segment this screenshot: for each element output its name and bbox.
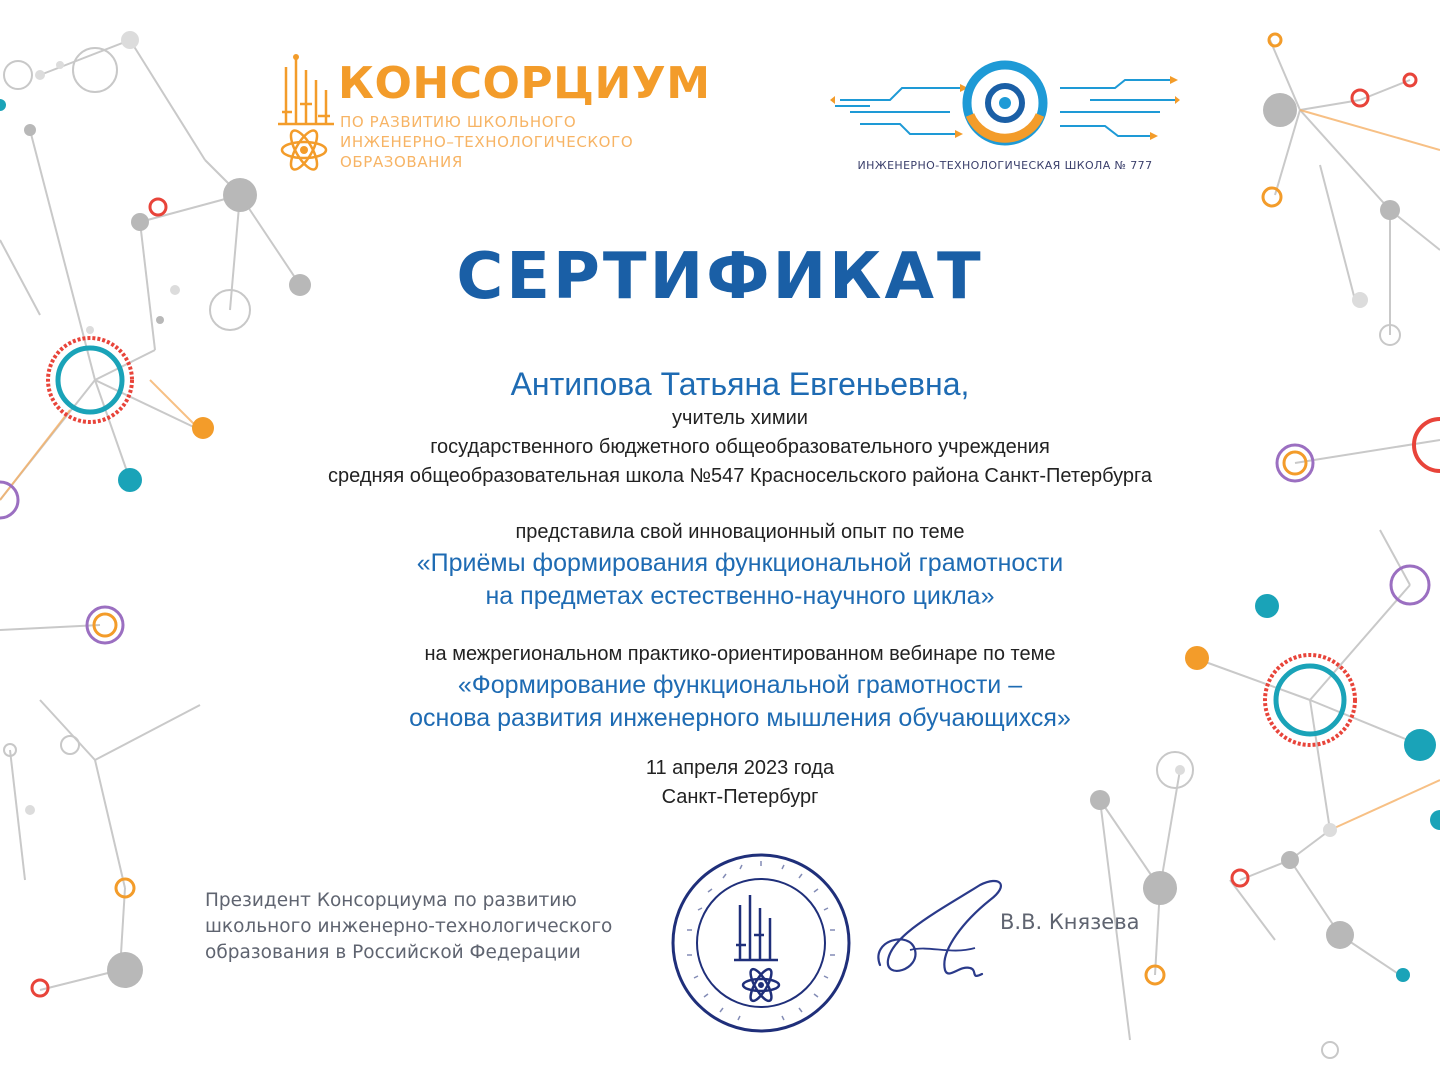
institution-line: средняя общеобразовательная школа №547 Красносельского района Санкт-Петербурга (328, 465, 1152, 487)
signatory-title-line: школьного инженерно-технологического (205, 916, 613, 937)
event-topic-line: основа развития инженерного мышления обучающихся» (409, 704, 1071, 732)
certificate-body (200, 364, 1280, 812)
consortium-subtitle-line: ОБРАЗОВАНИЯ (340, 153, 463, 171)
consortium-title: КОНСОРЦИУМ (338, 58, 711, 109)
recipient-position: учитель химии (672, 407, 808, 429)
topic-line: «Приёмы формирования функциональной грамотности (416, 549, 1064, 577)
event-topic-line: «Формирование функциональной грамотности – (457, 671, 1023, 699)
signatory-title-line: образования в Российской Федерации (205, 942, 581, 963)
certificate-title: СЕРТИФИКАТ (456, 240, 984, 314)
presented-text: представила свой инновационный опыт по теме (515, 521, 965, 543)
topic-line: на предметах естественно-научного цикла» (485, 582, 995, 610)
event-text: на межрегиональном практико-ориентированном вебинаре по теме (424, 643, 1056, 665)
certificate-city: Санкт-Петербург (661, 786, 819, 808)
school-emblem-icon (830, 60, 1180, 155)
school-caption: ИНЖЕНЕРНО-ТЕХНОЛОГИЧЕСКАЯ ШКОЛА № 777 (857, 159, 1153, 172)
certificate-date: 11 апреля 2023 года (645, 757, 835, 779)
recipient-name: Антипова Татьяна Евгеньевна, (510, 366, 970, 402)
signatory-title (205, 888, 665, 966)
school-logo (830, 60, 1180, 180)
signatory-name: В.В. Князева (1000, 910, 1140, 934)
consortium-subtitle (340, 112, 633, 172)
consortium-subtitle-line: ПО РАЗВИТИЮ ШКОЛЬНОГО (340, 113, 577, 131)
consortium-emblem-icon (272, 52, 342, 177)
consortium-subtitle-line: ИНЖЕНЕРНО–ТЕХНОЛОГИЧЕСКОГО (340, 133, 634, 151)
official-seal (668, 850, 854, 1036)
consortium-logo (272, 52, 711, 182)
institution-line: государственного бюджетного общеобразовательного учреждения (430, 436, 1050, 458)
signatory-title-line: Президент Консорциума по развитию (205, 890, 577, 911)
handwritten-signature (870, 870, 1020, 990)
